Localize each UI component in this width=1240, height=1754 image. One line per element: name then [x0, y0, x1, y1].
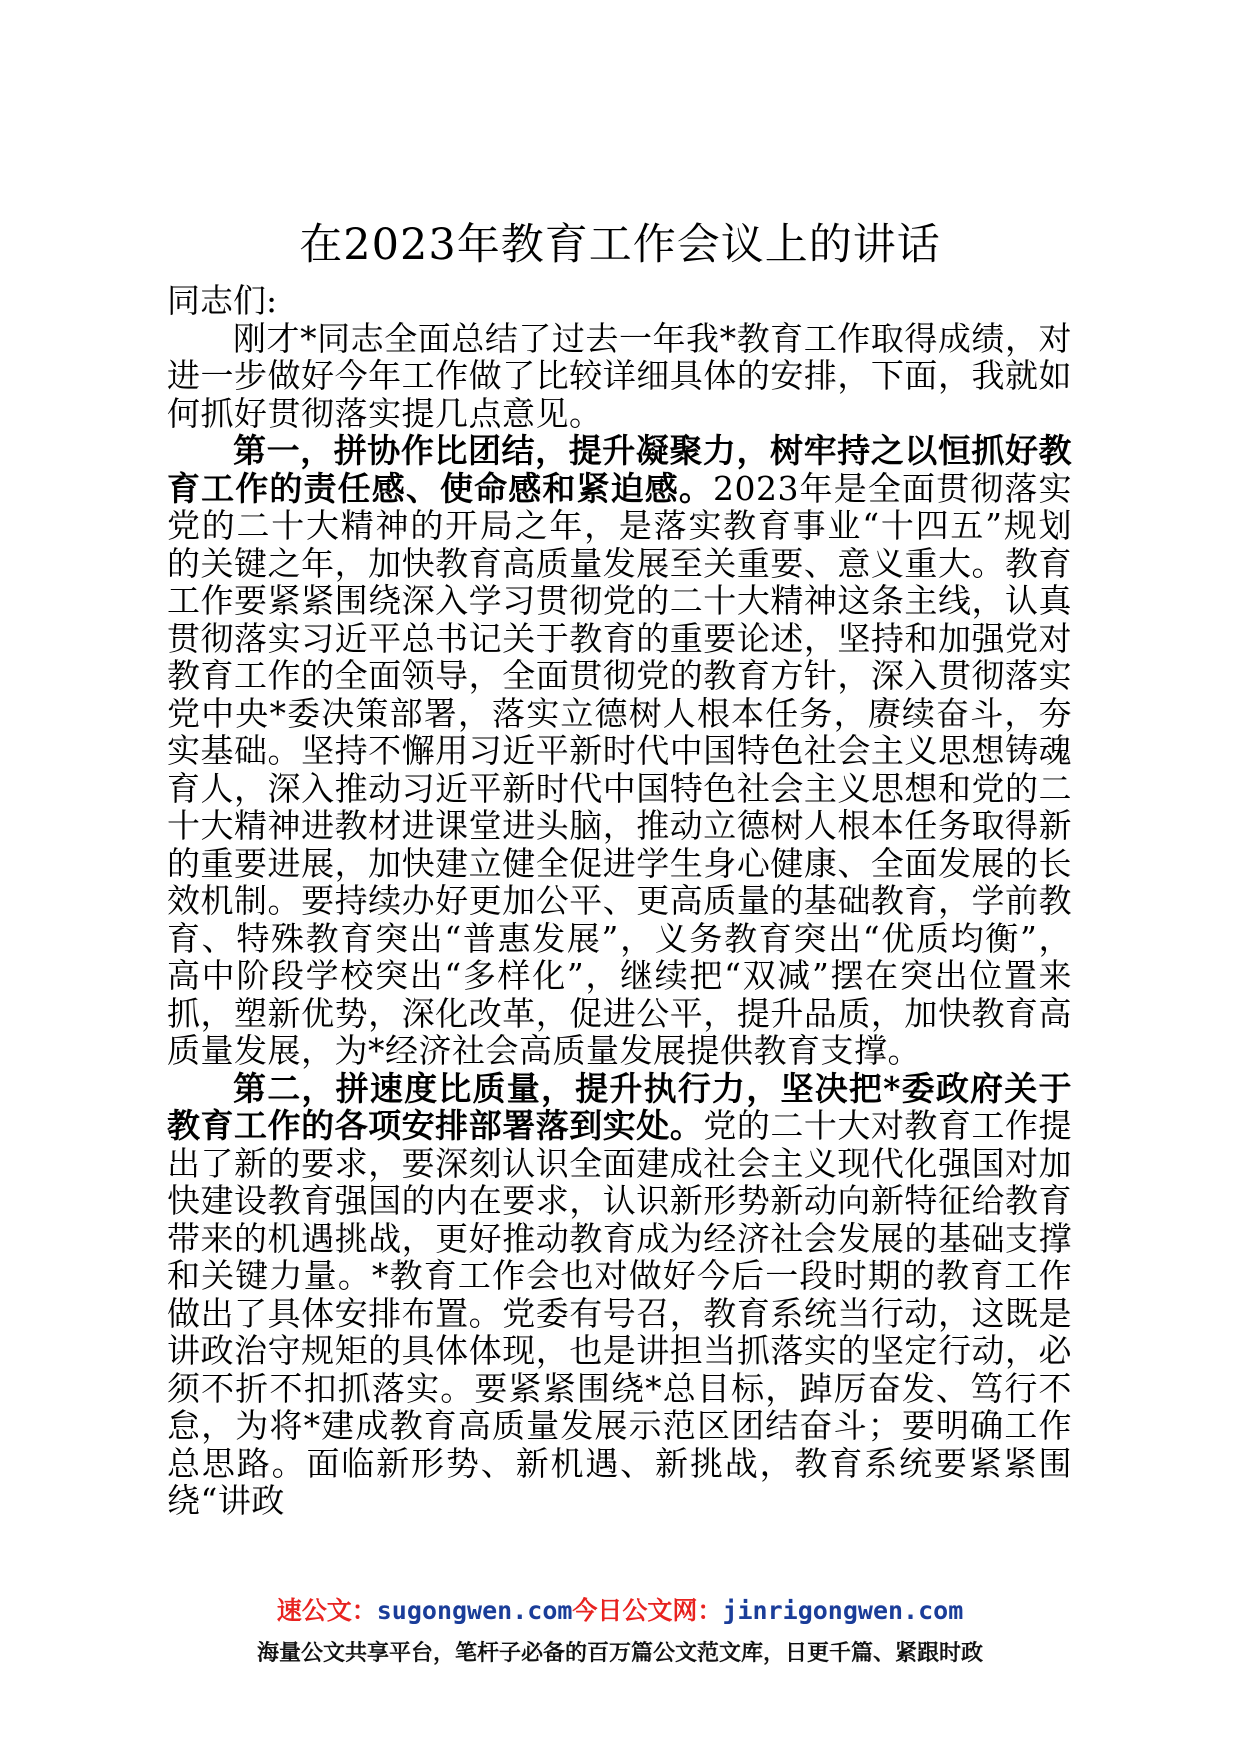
intro-paragraph: 刚才*同志全面总结了过去一年我*教育工作取得成绩，对进一步做好今年工作做了比较详细具体的安排，下面，我就如何抓好贯彻落实提几点意见。 [167, 318, 1072, 433]
section-paragraph-2 [167, 1070, 1072, 1520]
footer-link-sugongwen[interactable]: sugongwen.com [376, 1596, 573, 1625]
salutation: 同志们: [167, 281, 278, 320]
footer-brand-2: 今日公文网： [572, 1596, 723, 1625]
section-text-2: 党的二十大对教育工作提出了新的要求，要深刻认识全面建成社会主义现代化强国对加快建设教育强国的内在要求，认识新形势新动向新特征给教育带来的机遇挑战，更好推动教育成为经济社会发展的基础支撑和关键力量。*教育工作会也对做好今后一段时期的教育工作做出了具体安排布置。党委有号召，教育系统当行动，这既是讲政治守规矩的具体体现，也是讲担当抓落实的坚定行动，必须不折不扣抓落实。要紧紧围绕*总目标，踔厉奋发、笃行不怠，为将*建成教育高质量发展示范区团结奋斗；要明确工作总思路。面临新形势、新机遇、新挑战，教育系统要紧紧围绕“讲政 [167, 1106, 1073, 1520]
section-text-1: 2023年是全面贯彻落实党的二十大精神的开局之年，是落实教育事业“十四五”规划的关键之年，加快教育高质量发展至关重要、意义重大。教育工作要紧紧围绕深入学习贯彻党的二十大精神这条主线，认真贯彻落实习近平总书记关于教育的重要论述，坚持和加强党对教育工作的全面领导，全面贯彻党的教育方针，深入贯彻落实党中央*委决策部署，落实立德树人根本任务，赓续奋斗，夯实基础。坚持不懈用习近平新时代中国特色社会主义思想铸魂育人，深入推动习近平新时代中国特色社会主义思想和党的二十大精神进教材进课堂进头脑，推动立德树人根本任务取得新的重要进展，加快建立健全促进学生身心健康、全面发展的长效机制。要持续办好更加公平、更高质量的基础教育，学前教育、特殊教育突出“普惠发展”，义务教育突出“优质均衡”，高中阶段学校突出“多样化”，继续把“双减”摆在突出位置来抓，塑新优势，深化改革，促进公平，提升品质，加快教育高质量发展，为*经济社会高质量发展提供教育支撑。 [167, 468, 1073, 1070]
section-lead-1: 第一，拼协作比团结，提升凝聚力，树牢持之以恒抓好教育工作的责任感、使命感和紧迫感。 [167, 431, 1072, 508]
footer-links [0, 1594, 1240, 1628]
footer-tagline: 海量公文共享平台，笔杆子必备的百万篇公文范文库，日更千篇、紧跟时政 [256, 1641, 983, 1666]
document-body [167, 282, 1072, 1520]
section-paragraph-1 [167, 432, 1072, 1070]
section-lead-2: 第二，拼速度比质量，提升执行力，坚决把*委政府关于教育工作的各项安排部署落到实处。 [167, 1068, 1072, 1145]
footer-link-jinrigongwen[interactable]: jinrigongwen.com [722, 1596, 964, 1625]
page-title: 在2023年教育工作会议上的讲话 [299, 220, 941, 270]
footer-brand-1: 速公文： [276, 1596, 377, 1625]
